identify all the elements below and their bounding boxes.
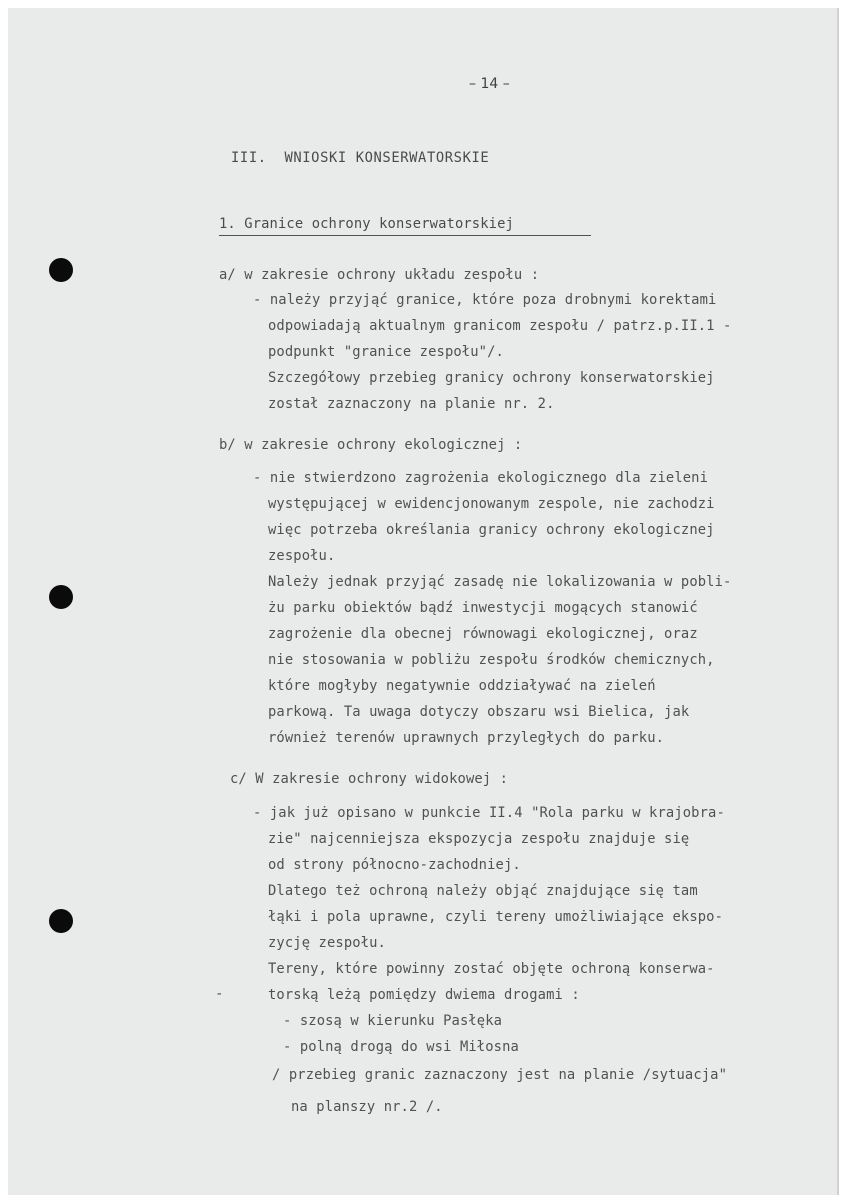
text-line: występującej w ewidencjonowanym zespole, nie zachodzi — [268, 496, 715, 512]
document-page — [8, 8, 839, 1195]
text-line: zespołu. — [268, 548, 336, 564]
section-title: 1. Granice ochrony konserwatorskiej — [219, 216, 514, 232]
subsection-b-heading: b/ w zakresie ochrony ekologicznej : — [219, 437, 523, 453]
margin-mark: - — [215, 986, 224, 1002]
punch-hole — [49, 909, 73, 933]
text-line: Należy jednak przyjąć zasadę nie lokalizowania w pobli- — [268, 574, 732, 590]
text-line: łąki i pola uprawne, czyli tereny umożliwiające ekspo- — [268, 909, 724, 925]
chapter-heading: III. WNIOSKI KONSERWATORSKIE — [231, 150, 490, 166]
subsection-c-heading: c/ W zakresie ochrony widokowej : — [230, 771, 509, 787]
text-line: parkową. Ta uwaga dotyczy obszaru wsi Bielica, jak — [268, 704, 690, 720]
text-line: - nie stwierdzono zagrożenia ekologicznego dla zieleni — [253, 470, 709, 486]
text-line: odpowiadają aktualnym granicom zespołu / patrz.p.II.1 - — [268, 318, 732, 334]
section-title-underline — [219, 235, 591, 236]
list-item: - polną drogą do wsi Miłosna — [283, 1039, 519, 1055]
punch-hole — [49, 585, 73, 609]
text-line: torską leżą pomiędzy dwiema drogami : — [268, 987, 580, 1003]
text-line: które mogłyby negatywnie oddziaływać na zieleń — [268, 678, 656, 694]
list-item: - szosą w kierunku Pasłęka — [283, 1013, 503, 1029]
text-line: został zaznaczony na planie nr. 2. — [268, 396, 555, 412]
text-line: nie stosowania w pobliżu zespołu środków chemicznych, — [268, 652, 715, 668]
text-line: - jak już opisano w punkcie II.4 "Rola parku w krajobra- — [253, 805, 725, 821]
text-line: / przebieg granic zaznaczony jest na planie /sytuacja" — [272, 1067, 728, 1083]
punch-hole — [49, 258, 73, 282]
text-line: Tereny, które powinny zostać objęte ochroną konserwa- — [268, 961, 715, 977]
text-line: - należy przyjąć granice, które poza drobnymi korektami — [253, 292, 717, 308]
subsection-a-heading: a/ w zakresie ochrony układu zespołu : — [219, 267, 540, 283]
text-line: zagrożenie dla obecnej równowagi ekologicznej, oraz — [268, 626, 698, 642]
text-line: również terenów uprawnych przyległych do parku. — [268, 730, 665, 746]
text-line: podpunkt "granice zespołu"/. — [268, 344, 504, 360]
page-number: – 14 – — [469, 76, 510, 92]
text-line: Dlatego też ochroną należy objąć znajdujące się tam — [268, 883, 698, 899]
text-line: żu parku obiektów bądź inwestycji mogących stanowić — [268, 600, 698, 616]
text-line: od strony północno-zachodniej. — [268, 857, 521, 873]
text-line: więc potrzeba określania granicy ochrony ekologicznej — [268, 522, 715, 538]
text-line: zie" najcenniejsza ekspozycja zespołu znajduje się — [268, 831, 690, 847]
text-line: na planszy nr.2 /. — [291, 1099, 443, 1115]
text-line: zycję zespołu. — [268, 935, 386, 951]
text-line: Szczegółowy przebieg granicy ochrony konserwatorskiej — [268, 370, 715, 386]
